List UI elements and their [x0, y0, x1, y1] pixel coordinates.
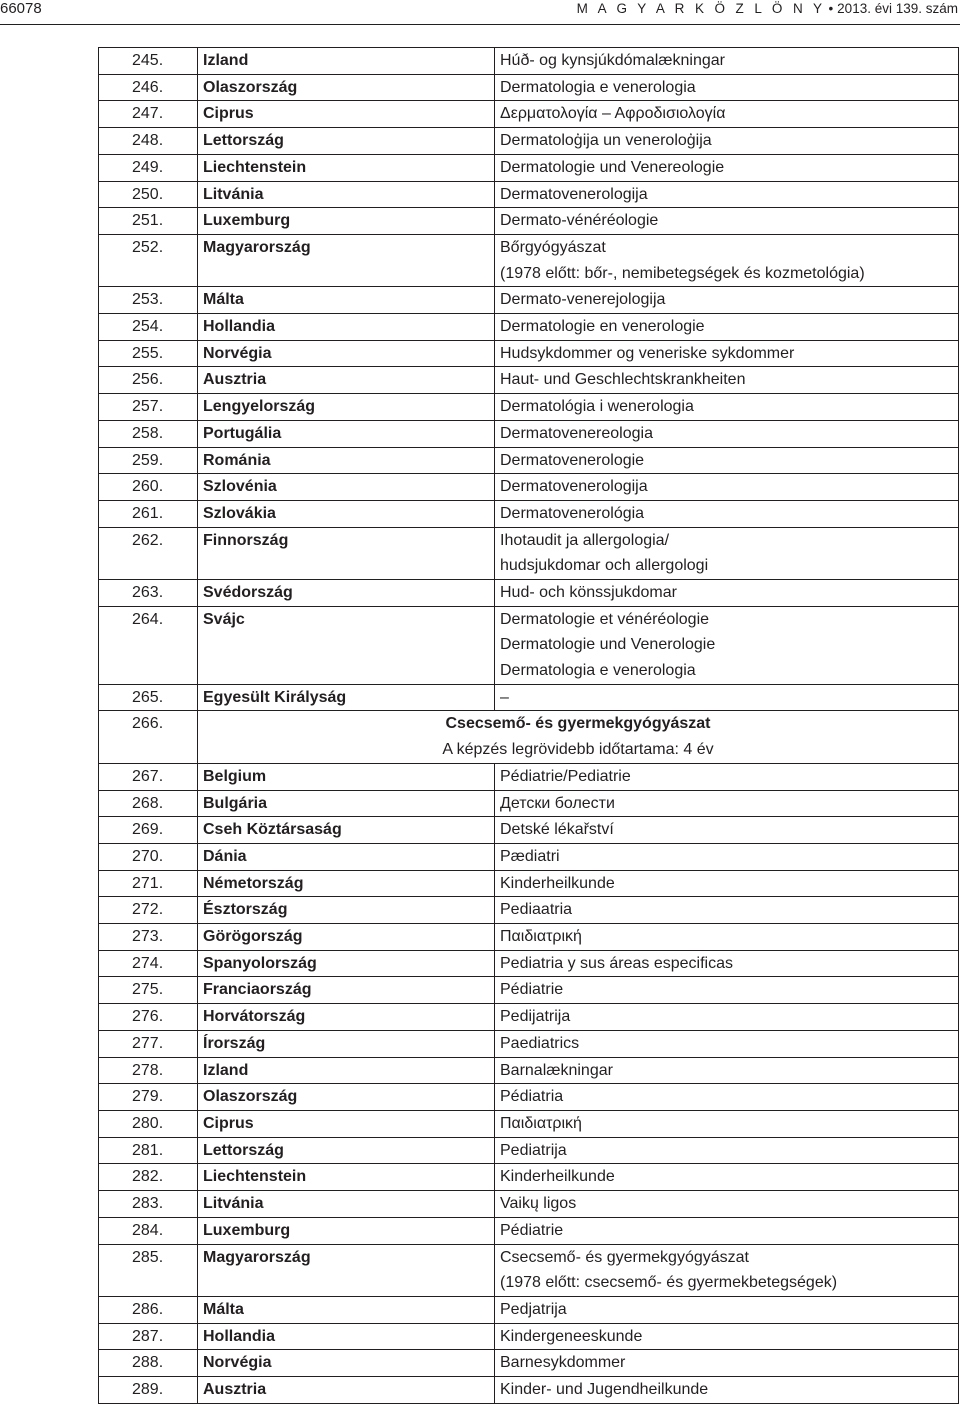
table-row: [99, 950, 959, 977]
specialty-title: Dermatologie en venerologie: [500, 318, 705, 335]
table-row: [99, 1057, 959, 1084]
specialty-title: Pédiatrie: [500, 1221, 564, 1239]
specialty-title-cell: [495, 1164, 959, 1191]
specialty-title: Barnalækningar: [500, 1061, 613, 1079]
country-name: Egyesült Királyság: [198, 684, 495, 711]
specialty-title-cell: [495, 977, 959, 1004]
table-row: [99, 367, 959, 394]
country-name: Finnország: [198, 527, 495, 579]
row-number: 252.: [99, 234, 198, 286]
specialty-title-cell: [495, 1244, 959, 1296]
country-name: Magyarország: [198, 234, 495, 286]
row-number: 249.: [99, 154, 198, 181]
country-name: Litvánia: [198, 181, 495, 208]
country-name: Belgium: [198, 763, 495, 790]
row-number: 288.: [99, 1350, 198, 1377]
page-number: 66078: [0, 0, 42, 17]
row-number: 289.: [99, 1376, 198, 1403]
specialty-title: Pedijatrija: [500, 1008, 571, 1026]
specialty-title: (1978 előtt: csecsemő- és gyermekbetegségek): [500, 1274, 838, 1292]
row-number: 260.: [99, 474, 198, 501]
row-number: 274.: [99, 950, 198, 977]
specialty-title-cell: [495, 1030, 959, 1057]
table-row: [99, 181, 959, 208]
specialty-title: Dermato-venerejologija: [500, 291, 666, 309]
row-number: 256.: [99, 367, 198, 394]
specialty-title-cell: [495, 1004, 959, 1031]
country-name: Litvánia: [198, 1191, 495, 1218]
specialty-title: Csecsemő- és gyermekgyógyászat: [500, 1248, 749, 1266]
specialty-title-cell: [495, 790, 959, 817]
specialty-title: Pediaatria: [500, 901, 573, 919]
specialty-title-cell: [495, 208, 959, 235]
table-row: [99, 74, 959, 101]
row-number: 257.: [99, 394, 198, 421]
specialty-title-cell: [495, 101, 959, 128]
table-row: [99, 1323, 959, 1350]
specialty-title: Dermatologie und Venerologie: [500, 636, 716, 654]
specialty-title: Dermatologia e venerologia: [500, 78, 696, 96]
specialty-title: Dermatologie und Venereologie: [500, 158, 725, 176]
table-row: [99, 924, 959, 951]
country-name: Lettország: [198, 1137, 495, 1164]
row-number: 267.: [99, 763, 198, 790]
specialty-title-cell: [495, 1296, 959, 1323]
row-number: 271.: [99, 870, 198, 897]
table-row: [99, 1164, 959, 1191]
specialty-title-cell: [495, 48, 959, 75]
country-name: Lettország: [198, 128, 495, 155]
specialty-title-cell: [495, 1084, 959, 1111]
specialty-title-cell: [495, 1191, 959, 1218]
section-heading: [198, 711, 959, 763]
specialty-title: Pediatria y sus áreas especificas: [500, 954, 733, 972]
specialty-title-cell: [495, 1217, 959, 1244]
row-number: 287.: [99, 1323, 198, 1350]
specialty-title: Vaikų ligos: [500, 1195, 577, 1213]
table-row: [99, 684, 959, 711]
journal-title: M A G Y A R K Ö Z L Ö N Y: [576, 1, 826, 16]
specialty-title: Hud- och könssjukdomar: [500, 584, 677, 601]
row-number: 279.: [99, 1084, 198, 1111]
table-row: [99, 447, 959, 474]
country-name: Ausztria: [198, 367, 495, 394]
country-name: Luxemburg: [198, 208, 495, 235]
country-name: Ciprus: [198, 1110, 495, 1137]
row-number: 283.: [99, 1191, 198, 1218]
specialty-title: Pédiatrie: [500, 981, 564, 999]
table-body: [99, 48, 959, 1404]
specialty-title-cell: [495, 287, 959, 314]
country-name: Franciaország: [198, 977, 495, 1004]
table-row: [99, 1004, 959, 1031]
specialty-title-cell: [495, 843, 959, 870]
table-row: [99, 234, 959, 286]
country-name: Norvégia: [198, 1350, 495, 1377]
row-number: 285.: [99, 1244, 198, 1296]
row-number: 270.: [99, 843, 198, 870]
country-name: Ausztria: [198, 1376, 495, 1403]
specialty-title: Dermatológia i wenerologia: [500, 398, 694, 416]
table-row: [99, 1217, 959, 1244]
specialty-title: Hudsykdommer og veneriske sykdommer: [500, 344, 795, 362]
specialty-title: Dermatovenerologija: [500, 185, 648, 203]
specialty-title-cell: [495, 500, 959, 527]
country-name: Olaszország: [198, 74, 495, 101]
country-name: Málta: [198, 1296, 495, 1323]
table-row: [99, 287, 959, 314]
country-name: Észtország: [198, 897, 495, 924]
country-name: Málta: [198, 287, 495, 314]
country-name: Görögország: [198, 924, 495, 951]
row-number: 265.: [99, 684, 198, 711]
table-row: [99, 1376, 959, 1403]
specialty-title-cell: [495, 420, 959, 447]
row-number: 275.: [99, 977, 198, 1004]
country-name: Ciprus: [198, 101, 495, 128]
specialty-table: [98, 47, 959, 1404]
table-row: [99, 606, 959, 684]
specialty-title: Dermatologie et vénéréologie: [500, 610, 710, 628]
country-name: Németország: [198, 870, 495, 897]
row-number: 277.: [99, 1030, 198, 1057]
specialty-title: Dermatologia e venerologia: [500, 662, 696, 680]
specialty-title: Δερματολογία – Αφροδισιολογία: [500, 105, 726, 123]
country-name: Liechtenstein: [198, 154, 495, 181]
table-row: [99, 1350, 959, 1377]
row-number: 286.: [99, 1296, 198, 1323]
row-number: 282.: [99, 1164, 198, 1191]
specialty-title: Детски болести: [500, 794, 615, 812]
specialty-title: Pediatrija: [500, 1141, 567, 1159]
row-number: 272.: [99, 897, 198, 924]
table-row: [99, 101, 959, 128]
country-name: Szlovénia: [198, 474, 495, 501]
table-row: [99, 420, 959, 447]
specialty-title-cell: [495, 924, 959, 951]
specialty-title-cell: [495, 474, 959, 501]
specialty-title-cell: [495, 1323, 959, 1350]
specialty-title-cell: [495, 314, 959, 341]
specialty-title: Kinderheilkunde: [500, 1168, 615, 1186]
row-number: 264.: [99, 606, 198, 684]
specialty-title-cell: [495, 367, 959, 394]
table-row: [99, 1084, 959, 1111]
country-name: Dánia: [198, 843, 495, 870]
specialty-title-cell: [495, 74, 959, 101]
specialty-title-cell: [495, 234, 959, 286]
specialty-title: Pédiatria: [500, 1088, 564, 1106]
country-name: Izland: [198, 48, 495, 75]
country-name: Olaszország: [198, 1084, 495, 1111]
table-row: [99, 817, 959, 844]
specialty-title-cell: [495, 580, 959, 607]
specialty-title: Bőrgyógyászat: [500, 238, 606, 256]
row-number: 269.: [99, 817, 198, 844]
table-row: [99, 790, 959, 817]
country-name: Lengyelország: [198, 394, 495, 421]
specialty-title-cell: [495, 527, 959, 579]
country-name: Luxemburg: [198, 1217, 495, 1244]
table-row: [99, 870, 959, 897]
specialty-title: Παιδιατρική: [500, 1114, 582, 1132]
specialty-title-cell: [495, 1376, 959, 1403]
specialty-title-cell: [495, 684, 959, 711]
specialty-title: Detské lékařství: [500, 821, 614, 839]
specialty-title: Pedjatrija: [500, 1300, 567, 1318]
country-name: Hollandia: [198, 314, 495, 341]
specialty-title: Paediatrics: [500, 1034, 580, 1052]
issue-label: 2013. évi 139. szám: [837, 1, 958, 16]
table-row: [99, 128, 959, 155]
row-number: 280.: [99, 1110, 198, 1137]
country-name: Portugália: [198, 420, 495, 447]
journal-header: [577, 0, 958, 18]
row-number: 247.: [99, 101, 198, 128]
header-separator: •: [828, 1, 834, 16]
row-number: 254.: [99, 314, 198, 341]
specialty-title: hudsjukdomar och allergologi: [500, 557, 709, 575]
specialty-title: –: [500, 688, 509, 706]
section-subtitle: A képzés legrövidebb időtartama: 4 év: [442, 741, 714, 759]
specialty-title: Dermatoloģija un veneroloģija: [500, 132, 712, 150]
row-number: 258.: [99, 420, 198, 447]
specialty-title: Dermatovenerológia: [500, 504, 645, 522]
country-name: Norvégia: [198, 340, 495, 367]
specialty-title-cell: [495, 340, 959, 367]
specialty-title: Húð- og kynsjúkdómalækningar: [500, 52, 725, 69]
table-row: [99, 154, 959, 181]
row-number: 276.: [99, 1004, 198, 1031]
country-name: Svájc: [198, 606, 495, 684]
row-number: 253.: [99, 287, 198, 314]
specialty-title: Haut- und Geschlechtskrankheiten: [500, 371, 746, 389]
specialty-title-cell: [495, 1057, 959, 1084]
country-name: Cseh Köztársaság: [198, 817, 495, 844]
row-number: 281.: [99, 1137, 198, 1164]
table-row: [99, 1296, 959, 1323]
page-header: [0, 0, 960, 25]
specialty-title: Dermatovenerologija: [500, 478, 648, 496]
specialty-title-cell: [495, 154, 959, 181]
row-number: 268.: [99, 790, 198, 817]
specialty-title: Ihotaudit ja allergologia/: [500, 531, 670, 549]
specialty-title: Dermato-vénéréologie: [500, 212, 659, 230]
row-number: 284.: [99, 1217, 198, 1244]
specialty-title: Kindergeneeskunde: [500, 1327, 643, 1345]
table-row: [99, 843, 959, 870]
row-number: 250.: [99, 181, 198, 208]
table-row: [99, 977, 959, 1004]
row-number: 245.: [99, 48, 198, 75]
specialty-title: Dermatovenerologie: [500, 451, 645, 469]
specialty-title-cell: [495, 1137, 959, 1164]
table-row: [99, 1244, 959, 1296]
table-row: [99, 527, 959, 579]
table-row: [99, 1110, 959, 1137]
specialty-title-cell: [495, 763, 959, 790]
country-name: Bulgária: [198, 790, 495, 817]
specialty-title: Kinderheilkunde: [500, 874, 615, 892]
table-row: [99, 897, 959, 924]
specialty-title-cell: [495, 128, 959, 155]
table-row: [99, 1137, 959, 1164]
country-name: Írország: [198, 1030, 495, 1057]
specialty-title-cell: [495, 1110, 959, 1137]
row-number: 278.: [99, 1057, 198, 1084]
table-row: [99, 1030, 959, 1057]
specialty-title-cell: [495, 1350, 959, 1377]
row-number: 262.: [99, 527, 198, 579]
row-number: 246.: [99, 74, 198, 101]
table-row: [99, 314, 959, 341]
row-number: 263.: [99, 580, 198, 607]
row-number: 259.: [99, 447, 198, 474]
specialty-title-cell: [495, 817, 959, 844]
table-row: [99, 474, 959, 501]
row-number: 251.: [99, 208, 198, 235]
table-row: [99, 580, 959, 607]
country-name: Svédország: [198, 580, 495, 607]
specialty-title: (1978 előtt: bőr-, nemibetegségek és kozmetológia): [500, 264, 865, 282]
specialty-title-cell: [495, 394, 959, 421]
table-row: [99, 500, 959, 527]
table-row: [99, 340, 959, 367]
section-header-row: [99, 711, 959, 763]
row-number: 255.: [99, 340, 198, 367]
specialty-title-cell: [495, 870, 959, 897]
specialty-title: Kinder- und Jugendheilkunde: [500, 1380, 709, 1398]
table-row: [99, 763, 959, 790]
table-row: [99, 394, 959, 421]
specialty-title: Pædiatri: [500, 847, 560, 865]
row-number: 248.: [99, 128, 198, 155]
table-row: [99, 48, 959, 75]
specialty-title: Pédiatrie/Pediatrie: [500, 767, 631, 785]
specialty-title-cell: [495, 447, 959, 474]
table-row: [99, 1191, 959, 1218]
row-number: 273.: [99, 924, 198, 951]
country-name: Hollandia: [198, 1323, 495, 1350]
specialty-title: Barnesykdommer: [500, 1354, 626, 1372]
specialty-title: Dermatovenereologia: [500, 424, 653, 442]
country-name: Spanyolország: [198, 950, 495, 977]
country-name: Magyarország: [198, 1244, 495, 1296]
table-row: [99, 208, 959, 235]
country-name: Szlovákia: [198, 500, 495, 527]
specialty-title: Παιδιατρική: [500, 928, 582, 946]
row-number: 261.: [99, 500, 198, 527]
country-name: Liechtenstein: [198, 1164, 495, 1191]
row-number: 266.: [99, 711, 198, 763]
specialty-title-cell: [495, 950, 959, 977]
specialty-title-cell: [495, 606, 959, 684]
specialty-title-cell: [495, 897, 959, 924]
country-name: Románia: [198, 447, 495, 474]
country-name: Horvátország: [198, 1004, 495, 1031]
country-name: Izland: [198, 1057, 495, 1084]
section-title: Csecsemő- és gyermekgyógyászat: [445, 715, 711, 733]
specialty-title-cell: [495, 181, 959, 208]
